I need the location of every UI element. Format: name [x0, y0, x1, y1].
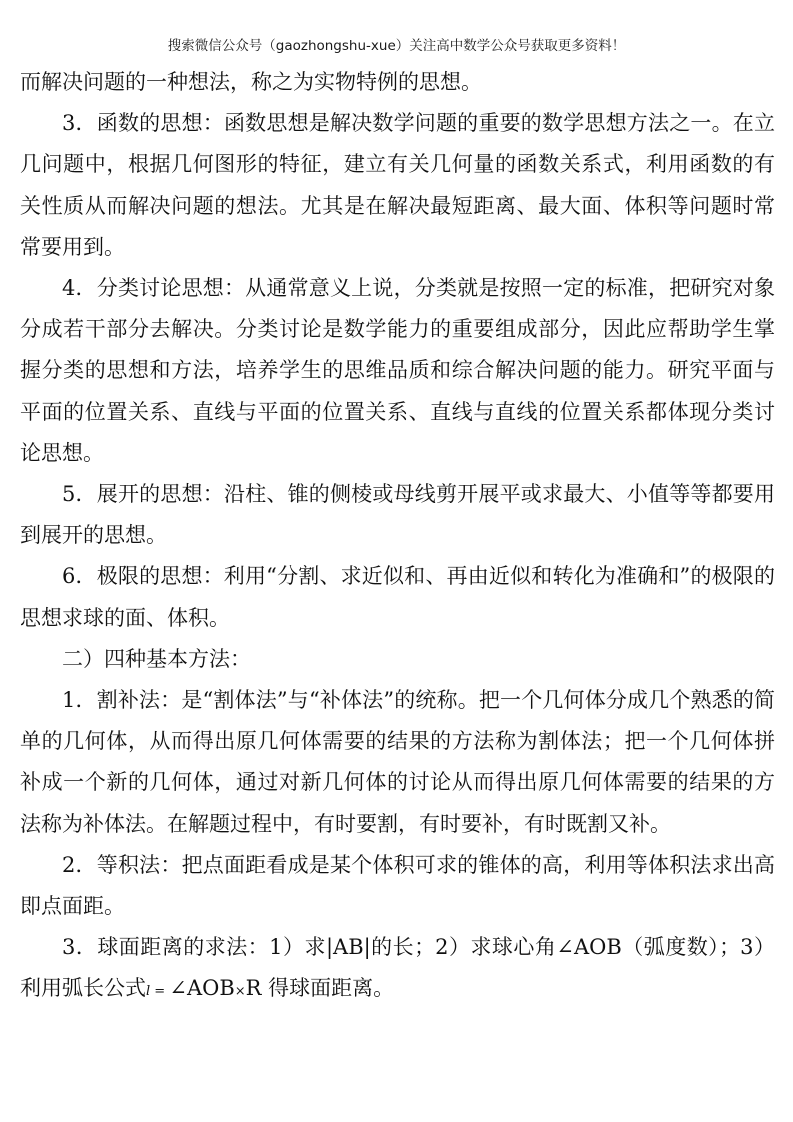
sphere-distance-text-part2: 得球面距离。 — [261, 976, 395, 1001]
paragraph-continuation: 而解决问题的一种想法，称之为实物特例的思想。 — [20, 70, 482, 94]
section-heading-four-methods: 二）四种基本方法： — [62, 646, 251, 671]
formula-arc-length-symbol: l — [146, 984, 151, 1000]
page-header-banner: 搜索微信公众号（gaozhongshu-xue）关注高中数学公众号获取更多资料！ — [167, 38, 626, 54]
paragraph-cut-fill-method: 1．割补法：是“割体法”与“补体法”的统称。把一个几何体分成几个熟悉的简单的几何体，从而得出原几何体需要的结果的方法称为割体法；把一个几何体拼补成一个新的几何体，通过对新几何体的讨论从而得出原几何体需要的结果的方法称为补体法。在解题过程中，有时要割，有时要补，有时既割又补。 — [20, 688, 775, 836]
formula-equals: = — [150, 984, 170, 1000]
sphere-distance-text-part1: 3．球面距离的求法：1）求|AB|的长；2）求球心角∠AOB（弧度数）；3）利用弧长公式 — [20, 935, 775, 1001]
formula-times: × — [234, 984, 246, 1000]
paragraph-limit-thinking: 6．极限的思想：利用“分割、求近似和、再由近似和转化为准确和”的极限的思想求球的面、体积。 — [20, 564, 775, 630]
document-body — [20, 62, 775, 1013]
paragraph-classification-thinking: 4．分类讨论思想：从通常意义上说，分类就是按照一定的标准，把研究对象分成若干部分去解决。分类讨论是数学能力的重要组成部分，因此应帮助学生掌握分类的思想和方法，培养学生的思维品质和综合解决问题的能力。研究平面与平面的位置关系、直线与平面的位置关系、直线与直线的位置关系都体现分类讨论思想。 — [20, 276, 775, 465]
paragraph-sphere-distance — [20, 927, 775, 1012]
paragraph-equal-volume-method: 2．等积法：把点面距看成是某个体积可求的锥体的高，利用等体积法求出高即点面距。 — [20, 852, 775, 919]
paragraph-function-thinking: 3．函数的思想：函数思想是解决数学问题的重要的数学思想方法之一。在立几问题中，根据几何图形的特征，建立有关几何量的函数关系式，利用函数的有关性质从而解决问题的想法。尤其是在解决最短距离、最大面、体积等问题时常常要用到。 — [20, 111, 775, 259]
paragraph-unfolding-thinking: 5．展开的思想：沿柱、锥的侧棱或母线剪开展平或求最大、小值等等都要用到展开的思想。 — [20, 482, 775, 548]
formula-angle-aob: ∠AOB — [169, 976, 235, 1001]
formula-radius: R — [245, 976, 262, 1001]
